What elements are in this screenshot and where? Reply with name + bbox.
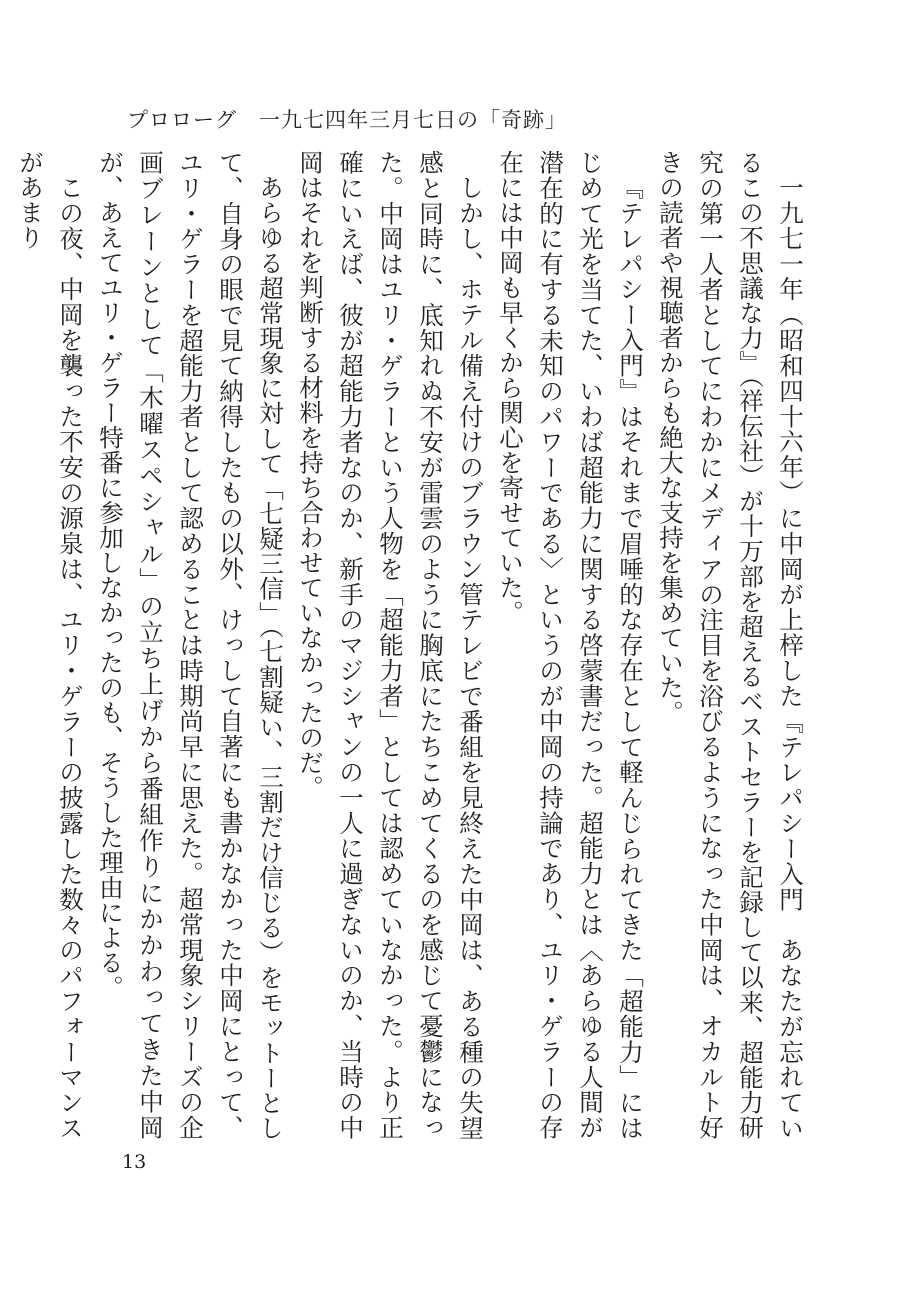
paragraph: 一九七一年（昭和四十六年）に中岡が上梓した『テレパシー入門 あなたが忘れているこの不思議な力』（祥伝社）が十万部を超えるベストセラーを記録して以来、超能力研究の第一人者としてにわかにメディアの注目を浴びるようになった中岡は、オカルト好きの読者や視聴者からも絶大な支持を集めていた。 xyxy=(656,150,805,1140)
paragraph: この夜、中岡を襲った不安の源泉は、ユリ・ゲラーの披露した数々のパフォーマンスがあまり xyxy=(16,150,85,1140)
paragraph: あらゆる超常現象に対して「七疑三信」（七割疑い、三割だけ信じる）をモットーとして、自身の眼で見て納得したもの以外、けっして自著にも書かなかった中岡にとって、ユリ・ゲラーを超能力者として認めることは時期尚早に思えた。超常現象シリーズの企画ブレーンとして「木曜スペシャル」の立ち上げから番組作りにかかわってきた中岡が、あえてユリ・ゲラー特番に参加しなかったのも、そうした理由による。 xyxy=(96,150,285,1140)
body-text xyxy=(16,150,810,1140)
running-header: プロローグ 一九七四年三月七日の「奇跡」 xyxy=(127,108,567,132)
page-number: 13 xyxy=(122,1151,147,1173)
paragraph: しかし、ホテル備え付けのブラウン管テレビで番組を見終えた中岡は、ある種の失望感と同時に、底知れぬ不安が雷雲のように胸底にたちこめてくるのを感じて憂鬱になった。中岡はユリ・ゲラーという人物を「超能力者」としては認めていなかった。より正確にいえば、彼が超能力者なのか、新手のマジシャンの一人に過ぎないのか、当時の中岡はそれを判断する材料を持ち合わせていなかったのだ。 xyxy=(296,150,485,1140)
paragraph: 『テレパシー入門』はそれまで眉唾的な存在として軽んじられてきた「超能力」にはじめて光を当てた、いわば超能力に関する啓蒙書だった。超能力とは〈あらゆる人間が潜在的に有する未知のパワーである〉というのが中岡の持論であり、ユリ・ゲラーの存在には中岡も早くから関心を寄せていた。 xyxy=(496,150,645,1140)
